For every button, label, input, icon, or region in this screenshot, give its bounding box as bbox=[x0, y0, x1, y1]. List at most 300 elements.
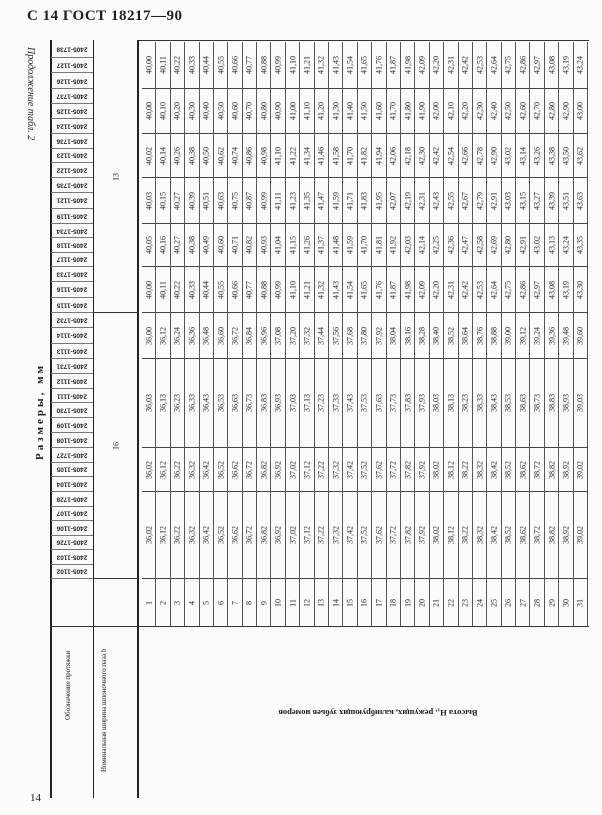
broach-code-text: 2405-1730 bbox=[56, 406, 88, 414]
tooth-height-cell bbox=[142, 267, 156, 313]
tooth-height-value: 41,87 bbox=[388, 56, 398, 74]
tooth-height-cell bbox=[171, 359, 185, 448]
table-border-top bbox=[139, 40, 589, 41]
broach-code bbox=[51, 58, 93, 74]
header-divider bbox=[50, 626, 589, 627]
tooth-height-value: 38,04 bbox=[388, 326, 398, 345]
tooth-height-value: 38,03 bbox=[431, 394, 441, 412]
tooth-height-value: 42,31 bbox=[446, 56, 456, 74]
tooth-height-cell bbox=[329, 359, 343, 448]
tooth-height-value: 37,62 bbox=[374, 460, 384, 479]
tooth-height-cell bbox=[401, 448, 415, 492]
tooth-height-cell bbox=[315, 267, 329, 313]
tooth-height-value: 40,44 bbox=[201, 280, 211, 299]
tooth-height-value: 41,70 bbox=[388, 102, 398, 120]
tooth-height-value: 42,66 bbox=[460, 146, 470, 165]
broach-code bbox=[51, 313, 93, 328]
tooth-height-cell bbox=[372, 492, 386, 579]
tooth-height-value: 42,30 bbox=[475, 102, 485, 120]
tooth-height-value: 42,03 bbox=[403, 236, 413, 254]
tooth-height-cell bbox=[257, 448, 271, 492]
tooth-height-value: 42,53 bbox=[475, 56, 485, 74]
tooth-height-value: 36,63 bbox=[230, 394, 240, 412]
tooth-height-cell bbox=[329, 134, 343, 178]
tooth-height-value: 36,22 bbox=[172, 460, 182, 479]
tooth-height-cell bbox=[473, 359, 487, 448]
tooth-number: 29 bbox=[547, 598, 557, 607]
tooth-height-value: 42,78 bbox=[475, 146, 485, 165]
tooth-height-value: 40,90 bbox=[273, 102, 283, 120]
tooth-height-cell bbox=[444, 89, 458, 134]
broach-code bbox=[51, 193, 93, 208]
tooth-height-value: 42,07 bbox=[388, 191, 398, 210]
tooth-height-value: 39,12 bbox=[518, 326, 528, 345]
tooth-height-value: 43,38 bbox=[547, 146, 557, 165]
tooth-height-value: 40,00 bbox=[144, 280, 154, 299]
tooth-height-value: 43,14 bbox=[518, 146, 528, 165]
tooth-number-cell bbox=[171, 579, 185, 626]
tooth-number: 25 bbox=[489, 598, 499, 607]
tooth-height-cell bbox=[574, 448, 588, 492]
tooth-height-cell bbox=[415, 224, 429, 267]
broach-code-text: 2405-1105 bbox=[56, 465, 88, 473]
tooth-height-cell bbox=[487, 313, 501, 359]
broach-code-text: 2405-1106 bbox=[56, 524, 88, 532]
tooth-height-cell bbox=[343, 224, 357, 267]
tooth-height-value: 42,10 bbox=[446, 102, 456, 120]
tooth-height-value: 37,68 bbox=[345, 326, 355, 345]
broach-code bbox=[51, 507, 93, 522]
tooth-height-value: 37,08 bbox=[273, 326, 283, 345]
tooth-height-cell bbox=[257, 267, 271, 313]
tooth-height-value: 41,20 bbox=[316, 102, 326, 120]
tooth-height-value: 42,00 bbox=[431, 102, 441, 120]
tooth-height-header: Высота H₁, режущих, калибрующих зубьев номеров bbox=[278, 708, 478, 718]
tooth-height-cell bbox=[243, 134, 257, 178]
tooth-height-value: 41,48 bbox=[331, 236, 341, 254]
tooth-height-cell bbox=[343, 359, 357, 448]
tooth-height-value: 36,62 bbox=[230, 526, 240, 544]
tooth-height-cell bbox=[329, 267, 343, 313]
tooth-height-cell bbox=[372, 42, 386, 89]
tooth-height-value: 41,15 bbox=[288, 236, 298, 254]
tooth-height-value: 37,80 bbox=[359, 326, 369, 345]
tooth-height-value: 37,42 bbox=[345, 460, 355, 479]
tooth-number: 27 bbox=[518, 598, 528, 607]
tooth-height-cell bbox=[415, 178, 429, 224]
tooth-height-value: 43,27 bbox=[532, 191, 542, 210]
tooth-height-value: 38,22 bbox=[460, 460, 470, 479]
tooth-height-value: 43,15 bbox=[518, 191, 528, 210]
tooth-height-value: 43,08 bbox=[547, 280, 557, 299]
tooth-height-cell bbox=[516, 359, 530, 448]
tooth-height-value: 36,72 bbox=[230, 326, 240, 345]
tooth-height-value: 36,02 bbox=[144, 526, 154, 544]
tooth-height-value: 42,79 bbox=[475, 191, 485, 210]
tooth-height-value: 41,95 bbox=[374, 191, 384, 210]
tooth-height-value: 42,50 bbox=[503, 102, 513, 120]
tooth-height-value: 36,82 bbox=[259, 526, 269, 544]
tooth-height-value: 40,50 bbox=[216, 102, 226, 120]
tooth-height-cell bbox=[459, 42, 473, 89]
tooth-height-cell bbox=[286, 267, 300, 313]
tooth-number-cell bbox=[343, 579, 357, 626]
tooth-height-cell bbox=[200, 359, 214, 448]
tooth-height-value: 37,63 bbox=[374, 394, 384, 412]
tooth-height-cell bbox=[358, 359, 372, 448]
tooth-height-cell bbox=[315, 492, 329, 579]
broach-code-text: 2405-1117 bbox=[56, 255, 88, 263]
tooth-height-cell bbox=[516, 42, 530, 89]
broach-code bbox=[51, 536, 93, 551]
tooth-height-value: 41,21 bbox=[302, 280, 312, 299]
tooth-height-cell bbox=[444, 224, 458, 267]
tooth-height-value: 36,36 bbox=[187, 326, 197, 345]
tooth-number: 14 bbox=[331, 598, 341, 607]
tooth-height-value: 36,03 bbox=[144, 394, 154, 412]
tooth-height-cell bbox=[387, 224, 401, 267]
tooth-height-cell bbox=[530, 267, 544, 313]
tooth-height-cell bbox=[200, 134, 214, 178]
tooth-number: 12 bbox=[302, 598, 312, 607]
broach-code bbox=[51, 463, 93, 478]
broach-code bbox=[51, 163, 93, 178]
tooth-height-cell bbox=[185, 134, 199, 178]
tooth-height-cell bbox=[142, 448, 156, 492]
tooth-height-cell bbox=[574, 178, 588, 224]
tooth-height-cell bbox=[545, 313, 559, 359]
tooth-height-value: 38,73 bbox=[532, 394, 542, 412]
tooth-height-cell bbox=[271, 448, 285, 492]
tooth-height-value: 40,10 bbox=[158, 102, 168, 120]
tooth-height-value: 42,55 bbox=[446, 191, 456, 210]
nominal-width-cell bbox=[93, 42, 138, 313]
broach-code-text: 2405-1114 bbox=[56, 331, 88, 339]
tooth-height-value: 38,72 bbox=[532, 460, 542, 479]
tooth-height-cell bbox=[185, 492, 199, 579]
tooth-height-value: 42,67 bbox=[460, 191, 470, 210]
tooth-height-cell bbox=[185, 267, 199, 313]
tooth-height-value: 36,72 bbox=[244, 526, 254, 544]
tooth-height-value: 37,32 bbox=[331, 460, 341, 479]
broach-code-text: 2405-1124 bbox=[56, 122, 88, 130]
tooth-height-cell bbox=[343, 178, 357, 224]
tooth-height-cell bbox=[415, 42, 429, 89]
tooth-height-value: 38,82 bbox=[547, 460, 557, 479]
tooth-height-cell bbox=[530, 134, 544, 178]
tooth-height-cell bbox=[415, 448, 429, 492]
broach-code-text: 2405-1115 bbox=[56, 301, 88, 309]
tooth-height-value: 43,62 bbox=[575, 146, 585, 165]
tooth-height-cell bbox=[502, 178, 516, 224]
tooth-height-value: 40,74 bbox=[230, 146, 240, 165]
tooth-height-value: 42,80 bbox=[503, 236, 513, 254]
broach-code-text: 2405-1102 bbox=[56, 567, 88, 575]
tooth-number-cell bbox=[358, 579, 372, 626]
tooth-height-cell bbox=[401, 359, 415, 448]
tooth-height-cell bbox=[516, 89, 530, 134]
tooth-height-value: 43,24 bbox=[575, 56, 585, 74]
tooth-height-cell bbox=[473, 89, 487, 134]
tooth-height-cell bbox=[300, 359, 314, 448]
tooth-height-cell bbox=[401, 42, 415, 89]
tooth-height-value: 42,14 bbox=[417, 236, 427, 254]
tooth-height-value: 40,55 bbox=[216, 280, 226, 299]
tooth-height-cell bbox=[329, 313, 343, 359]
tooth-height-cell bbox=[214, 89, 228, 134]
tooth-height-cell bbox=[171, 42, 185, 89]
tooth-height-value: 41,76 bbox=[374, 56, 384, 74]
broach-code-text: 2405-1732 bbox=[56, 316, 88, 324]
tooth-number: 4 bbox=[187, 600, 197, 605]
tooth-height-value: 38,72 bbox=[532, 526, 542, 544]
tooth-height-value: 38,13 bbox=[446, 394, 456, 412]
tooth-height-value: 36,32 bbox=[187, 526, 197, 544]
tooth-number-cell bbox=[502, 579, 516, 626]
tooth-height-value: 36,12 bbox=[158, 526, 168, 544]
tooth-height-cell bbox=[257, 134, 271, 178]
tooth-height-cell bbox=[286, 448, 300, 492]
tooth-height-value: 37,32 bbox=[331, 526, 341, 544]
tooth-height-cell bbox=[430, 448, 444, 492]
broach-code bbox=[51, 344, 93, 359]
page-title: С 14 ГОСТ 18217—90 bbox=[27, 8, 183, 24]
tooth-height-cell bbox=[430, 89, 444, 134]
tooth-height-value: 39,60 bbox=[575, 326, 585, 345]
tooth-height-value: 43,50 bbox=[561, 146, 571, 165]
tooth-height-cell bbox=[444, 134, 458, 178]
tooth-height-value: 41,59 bbox=[345, 236, 355, 254]
tooth-height-cell bbox=[156, 313, 170, 359]
tooth-height-cell bbox=[459, 492, 473, 579]
tooth-height-value: 40,55 bbox=[216, 56, 226, 74]
tooth-height-value: 40,20 bbox=[172, 102, 182, 120]
tooth-height-value: 42,75 bbox=[503, 56, 513, 74]
tooth-height-value: 41,10 bbox=[288, 56, 298, 74]
tooth-height-cell bbox=[185, 359, 199, 448]
tooth-height-cell bbox=[214, 313, 228, 359]
tooth-height-value: 43,63 bbox=[575, 191, 585, 210]
tooth-height-value: 40,51 bbox=[201, 191, 211, 210]
broach-code bbox=[51, 448, 93, 463]
tooth-height-value: 41,59 bbox=[331, 191, 341, 210]
broach-code-text: 2405-1731 bbox=[56, 362, 88, 370]
tooth-height-value: 41,10 bbox=[302, 102, 312, 120]
tooth-height-cell bbox=[487, 267, 501, 313]
tooth-height-cell bbox=[415, 134, 429, 178]
page-number: 14 bbox=[30, 792, 41, 804]
tooth-height-cell bbox=[574, 224, 588, 267]
tooth-height-value: 42,31 bbox=[417, 191, 427, 210]
tooth-height-cell bbox=[185, 224, 199, 267]
tooth-height-cell bbox=[315, 448, 329, 492]
tooth-height-value: 42,20 bbox=[460, 102, 470, 120]
tooth-height-value: 37,43 bbox=[345, 394, 355, 412]
tooth-number: 23 bbox=[460, 598, 470, 607]
tooth-height-cell bbox=[430, 492, 444, 579]
tooth-height-cell bbox=[300, 492, 314, 579]
tooth-height-value: 42,20 bbox=[431, 280, 441, 299]
tooth-height-cell bbox=[358, 178, 372, 224]
tooth-height-value: 36,96 bbox=[259, 326, 269, 345]
tooth-height-value: 38,02 bbox=[431, 460, 441, 479]
tooth-height-value: 37,22 bbox=[316, 460, 326, 479]
tooth-height-cell bbox=[156, 448, 170, 492]
tooth-height-value: 41,70 bbox=[345, 146, 355, 165]
tooth-height-value: 38,12 bbox=[446, 460, 456, 479]
tooth-height-value: 42,30 bbox=[417, 146, 427, 165]
tooth-height-value: 37,92 bbox=[417, 460, 427, 479]
tooth-height-cell bbox=[271, 359, 285, 448]
tooth-height-cell bbox=[200, 42, 214, 89]
tooth-number-cell bbox=[185, 579, 199, 626]
tooth-number: 24 bbox=[475, 598, 485, 607]
tooth-number: 21 bbox=[431, 598, 441, 607]
tooth-height-cell bbox=[358, 448, 372, 492]
tooth-height-value: 40,27 bbox=[172, 236, 182, 254]
tooth-height-value: 37,56 bbox=[331, 326, 341, 345]
broach-code-text: 2405-1118 bbox=[56, 241, 88, 249]
broach-code bbox=[51, 209, 93, 224]
tooth-height-cell bbox=[358, 267, 372, 313]
tooth-height-value: 38,32 bbox=[475, 526, 485, 544]
tooth-number-cell bbox=[156, 579, 170, 626]
tooth-height-cell bbox=[271, 224, 285, 267]
tooth-height-cell bbox=[559, 178, 573, 224]
tooth-height-value: 42,06 bbox=[388, 146, 398, 165]
tooth-height-value: 40,11 bbox=[158, 280, 168, 299]
tooth-height-value: 36,62 bbox=[230, 460, 240, 479]
tooth-height-cell bbox=[200, 178, 214, 224]
tooth-height-cell bbox=[171, 89, 185, 134]
tooth-height-cell bbox=[487, 89, 501, 134]
broach-code bbox=[51, 389, 93, 404]
broach-code bbox=[51, 89, 93, 104]
tooth-height-cell bbox=[401, 224, 415, 267]
tooth-height-value: 43,08 bbox=[547, 56, 557, 74]
tooth-height-value: 41,94 bbox=[374, 146, 384, 165]
tooth-height-cell bbox=[343, 313, 357, 359]
tooth-height-cell bbox=[228, 178, 242, 224]
tooth-height-cell bbox=[300, 448, 314, 492]
tooth-height-value: 41,30 bbox=[331, 102, 341, 120]
tooth-height-value: 42,20 bbox=[431, 56, 441, 74]
tooth-height-cell bbox=[530, 42, 544, 89]
broach-code bbox=[51, 565, 93, 580]
tooth-height-cell bbox=[300, 42, 314, 89]
tooth-height-cell bbox=[286, 178, 300, 224]
tooth-height-cell bbox=[559, 224, 573, 267]
tooth-height-value: 38,62 bbox=[518, 460, 528, 479]
tooth-height-cell bbox=[372, 224, 386, 267]
tooth-height-value: 42,60 bbox=[518, 102, 528, 120]
tooth-height-value: 41,81 bbox=[374, 236, 384, 254]
tooth-number-cell bbox=[372, 579, 386, 626]
tooth-height-value: 41,65 bbox=[359, 280, 369, 299]
tooth-height-cell bbox=[257, 42, 271, 89]
tooth-height-value: 37,72 bbox=[388, 526, 398, 544]
broach-code bbox=[51, 178, 93, 193]
tooth-height-value: 40,99 bbox=[273, 56, 283, 74]
tooth-height-cell bbox=[444, 178, 458, 224]
tooth-height-value: 42,64 bbox=[489, 280, 499, 299]
tooth-number: 28 bbox=[532, 598, 542, 607]
tooth-height-value: 38,82 bbox=[547, 526, 557, 544]
tooth-height-cell bbox=[343, 89, 357, 134]
tooth-height-cell bbox=[545, 224, 559, 267]
tooth-height-cell bbox=[358, 134, 372, 178]
tooth-height-cell bbox=[315, 134, 329, 178]
tooth-height-cell bbox=[473, 178, 487, 224]
tooth-height-cell bbox=[286, 492, 300, 579]
tooth-height-cell bbox=[200, 492, 214, 579]
tooth-height-value: 38,64 bbox=[460, 326, 470, 345]
tooth-height-value: 40,27 bbox=[172, 191, 182, 210]
tooth-height-value: 42,91 bbox=[489, 191, 499, 210]
tooth-height-value: 38,92 bbox=[561, 526, 571, 544]
broach-code-text: 2405-1735 bbox=[56, 181, 88, 189]
tooth-height-cell bbox=[516, 267, 530, 313]
tooth-height-value: 42,18 bbox=[403, 146, 413, 165]
tooth-height-value: 41,21 bbox=[302, 56, 312, 74]
broach-code-text: 2405-1728 bbox=[56, 495, 88, 503]
tooth-height-value: 40,11 bbox=[158, 56, 168, 74]
tooth-height-value: 37,53 bbox=[359, 394, 369, 412]
broach-code bbox=[51, 328, 93, 343]
tooth-height-cell bbox=[530, 448, 544, 492]
tooth-height-cell bbox=[372, 134, 386, 178]
tooth-height-cell bbox=[487, 134, 501, 178]
tooth-height-value: 38,83 bbox=[547, 394, 557, 412]
tooth-height-cell bbox=[142, 134, 156, 178]
tooth-height-value: 40,75 bbox=[230, 191, 240, 210]
tooth-height-value: 42,70 bbox=[532, 102, 542, 120]
tooth-height-cell bbox=[574, 313, 588, 359]
tooth-height-value: 38,32 bbox=[475, 460, 485, 479]
tooth-height-value: 36,53 bbox=[216, 394, 226, 412]
tooth-height-cell bbox=[559, 313, 573, 359]
tooth-height-value: 40,39 bbox=[187, 191, 197, 210]
tooth-number: 8 bbox=[244, 600, 254, 605]
tooth-height-cell bbox=[530, 359, 544, 448]
tooth-height-cell bbox=[430, 178, 444, 224]
tooth-height-value: 41,54 bbox=[345, 280, 355, 299]
broach-code bbox=[51, 42, 93, 58]
tooth-height-value: 40,05 bbox=[144, 236, 154, 254]
tooth-height-cell bbox=[214, 492, 228, 579]
tooth-height-value: 36,48 bbox=[201, 326, 211, 345]
tooth-height-value: 40,00 bbox=[144, 56, 154, 74]
broach-code-text: 2405-1737 bbox=[56, 92, 88, 100]
tooth-height-value: 36,22 bbox=[172, 526, 182, 544]
tooth-number: 6 bbox=[216, 600, 226, 605]
tooth-height-cell bbox=[243, 267, 257, 313]
tooth-height-cell bbox=[185, 42, 199, 89]
tooth-height-value: 41,65 bbox=[359, 56, 369, 74]
tooth-number: 10 bbox=[273, 598, 283, 607]
broach-code bbox=[51, 477, 93, 492]
tooth-height-cell bbox=[243, 89, 257, 134]
tooth-number-cell bbox=[530, 579, 544, 626]
broach-code-text: 2405-1107 bbox=[56, 509, 88, 517]
tooth-height-cell bbox=[358, 89, 372, 134]
tooth-height-value: 36,24 bbox=[172, 326, 182, 345]
tooth-height-cell bbox=[387, 313, 401, 359]
tooth-height-cell bbox=[286, 313, 300, 359]
tooth-height-cell bbox=[387, 448, 401, 492]
tooth-height-cell bbox=[156, 134, 170, 178]
tooth-number-cell bbox=[315, 579, 329, 626]
